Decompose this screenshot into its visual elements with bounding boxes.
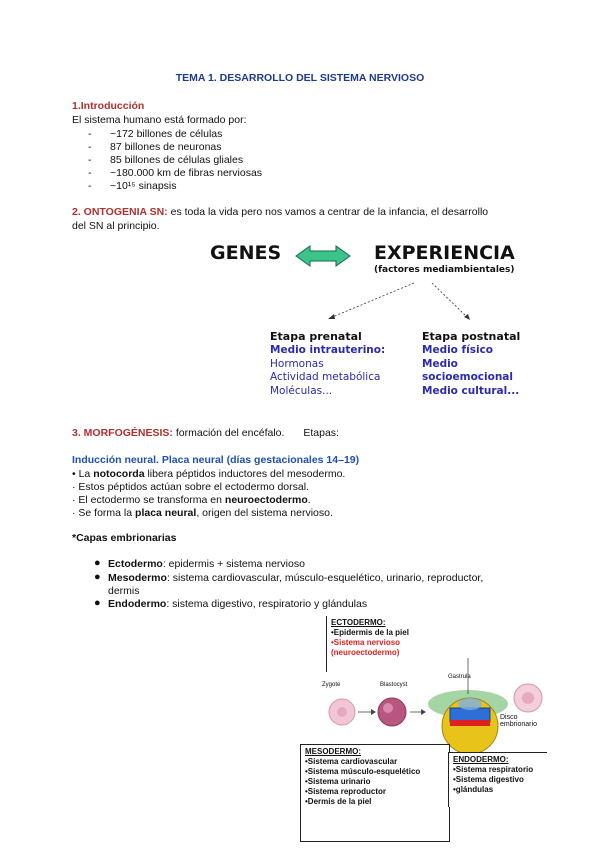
- mesoderm-band: [450, 720, 490, 726]
- capa-name: Ectodermo: [108, 558, 163, 570]
- gastrula-label: Gastrula: [448, 674, 471, 680]
- amnion: [458, 698, 482, 710]
- dashed-arrow-postnatal: [432, 283, 468, 318]
- induccion-text: • La: [72, 468, 94, 480]
- ecto-title: ECTODERMO:: [331, 618, 386, 627]
- induccion-bold: placa neural: [135, 507, 197, 519]
- disc-label: Disco embrionario: [500, 714, 537, 728]
- prenatal-title: Etapa prenatal: [270, 330, 362, 343]
- intro-item: 85 billones de células gliales: [110, 154, 244, 166]
- induccion-line: [72, 507, 333, 520]
- endo-list: [453, 765, 543, 795]
- ectodermo-box: [326, 616, 451, 672]
- zygote-nucleus: [337, 707, 347, 717]
- experiencia-sub: (factores mediambientales): [374, 265, 515, 275]
- capa-desc-cont: dermis: [108, 585, 140, 597]
- meso-item: •Sistema músculo-esquelético: [305, 767, 421, 776]
- experiencia-label: EXPERIENCIA: [374, 242, 515, 264]
- induccion-bold: notocorda: [93, 468, 145, 480]
- capa-item: [108, 572, 483, 585]
- zygote-label: Zygote: [322, 682, 341, 688]
- ecto-item-1: •Epidermis de la piel: [331, 628, 409, 637]
- intro-text: El sistema humano está formado por:: [72, 114, 247, 126]
- ontogenia-text-1: es toda la vida pero nos vamos a centrar de la infancia, el desarrollo: [170, 206, 489, 218]
- capa-item: [108, 598, 367, 611]
- intro-item: ~172 billones de células: [110, 128, 223, 140]
- postnatal-item: Medio cultural...: [422, 384, 520, 397]
- prenatal-item: Medio intrauterino:: [270, 344, 386, 356]
- ecto-item-2: •Sistema nervioso: [331, 638, 401, 647]
- neural-plate: [450, 708, 490, 722]
- meso-item: •Sistema reproductor: [305, 787, 387, 796]
- meso-title: MESODERMO:: [305, 747, 361, 756]
- genes-label: GENES: [210, 242, 282, 264]
- ecto-item-3: (neuroectodermo): [331, 648, 400, 657]
- intro-dash: -: [88, 180, 92, 192]
- meso-item: •Sistema urinario: [305, 777, 371, 786]
- morfo-line: [72, 427, 339, 440]
- induccion-line: [72, 494, 311, 507]
- ontogenia-heading: 2. ONTOGENIA SN:: [72, 206, 168, 218]
- capa-desc: : sistema cardiovascular, músculo-esquelético, urinario, reproductor,: [166, 572, 484, 584]
- prenatal-list: [270, 344, 385, 398]
- induccion-heading: Inducción neural. Placa neural (días gestacionales 14–19): [72, 454, 360, 466]
- induccion-text: · El ectodermo se transforma en: [72, 494, 225, 506]
- blastocyst-cell: [378, 698, 406, 726]
- intro-dash: -: [88, 128, 92, 140]
- meso-list: [305, 757, 445, 807]
- meso-item: •Sistema cardiovascular: [305, 757, 398, 766]
- endo-item: •Sistema respiratorio: [453, 765, 534, 774]
- induccion-text-post: .: [307, 494, 311, 506]
- arrowhead-prenatal: [328, 314, 335, 319]
- intro-dash: -: [88, 141, 92, 153]
- capa-item: [108, 558, 305, 571]
- capa-bullet-icon: ●: [94, 597, 101, 609]
- induccion-text: · Se forma la: [72, 507, 136, 519]
- page-title: TEMA 1. DESARROLLO DEL SISTEMA NERVIOSO: [175, 72, 425, 84]
- double-arrow-icon: [296, 246, 350, 266]
- mesodermo-box: [300, 744, 450, 842]
- capa-bullet-icon: ●: [94, 571, 101, 583]
- postnatal-item: Medio físico: [422, 344, 494, 356]
- embryonic-disc-nucleus: [522, 692, 534, 704]
- endo-item: •Sistema digestivo: [453, 775, 524, 784]
- induccion-text-post: libera péptidos inductores del mesodermo.: [144, 468, 346, 480]
- capas-heading: *Capas embrionarias: [72, 532, 177, 544]
- capa-name: Mesodermo: [108, 572, 167, 584]
- arrowhead-1: [371, 709, 376, 715]
- prenatal-item: Hormonas: [270, 357, 324, 370]
- intro-dash: -: [88, 167, 92, 179]
- endo-item: •glándulas: [453, 785, 494, 794]
- postnatal-list: [422, 344, 550, 398]
- postnatal-item: Medio socioemocional: [422, 357, 513, 383]
- morfo-etapas: Etapas:: [303, 427, 339, 439]
- ontogenia-text-2: del SN al principio.: [72, 220, 160, 232]
- genes-experiencia-diagram: [200, 238, 550, 398]
- morfo-text: formación del encéfalo.: [175, 427, 285, 439]
- blastocyst-label: Blastocyst: [380, 682, 408, 688]
- morfo-heading: 3. MORFOGÉNESIS:: [72, 427, 173, 439]
- endo-title: ENDODERMO:: [453, 755, 509, 764]
- induccion-text: · Estos péptidos actúan sobre el ectodermo dorsal.: [72, 481, 309, 493]
- capa-bullet-icon: ●: [94, 557, 101, 569]
- intro-item: 87 billones de neuronas: [110, 141, 222, 153]
- induccion-text-post: , origen del sistema nervioso.: [196, 507, 333, 519]
- blastocyst-inner: [383, 703, 393, 713]
- capa-desc: : epidermis + sistema nervioso: [162, 558, 305, 570]
- endodermo-box: [448, 752, 547, 807]
- ontogenia-line-1: [72, 206, 488, 219]
- intro-item: ~10¹⁵ sinapsis: [110, 180, 177, 192]
- intro-heading: 1.Introducción: [72, 100, 145, 112]
- dashed-arrow-prenatal: [330, 283, 414, 318]
- embryo-figure: [300, 616, 550, 841]
- postnatal-title: Etapa postnatal: [422, 330, 521, 343]
- prenatal-item: Moléculas...: [270, 384, 333, 397]
- intro-dash: -: [88, 154, 92, 166]
- induccion-line: [72, 468, 345, 481]
- intro-item: ~180.000 km de fibras nerviosas: [110, 167, 263, 179]
- meso-item: •Dermis de la piel: [305, 797, 372, 806]
- induccion-line: [72, 481, 309, 494]
- capa-name: Endodermo: [108, 598, 167, 610]
- capa-desc: : sistema digestivo, respiratorio y glándulas: [166, 598, 368, 610]
- prenatal-item: Actividad metabólica: [270, 371, 381, 383]
- induccion-bold: neuroectodermo: [224, 494, 308, 506]
- arrowhead-2: [421, 709, 426, 715]
